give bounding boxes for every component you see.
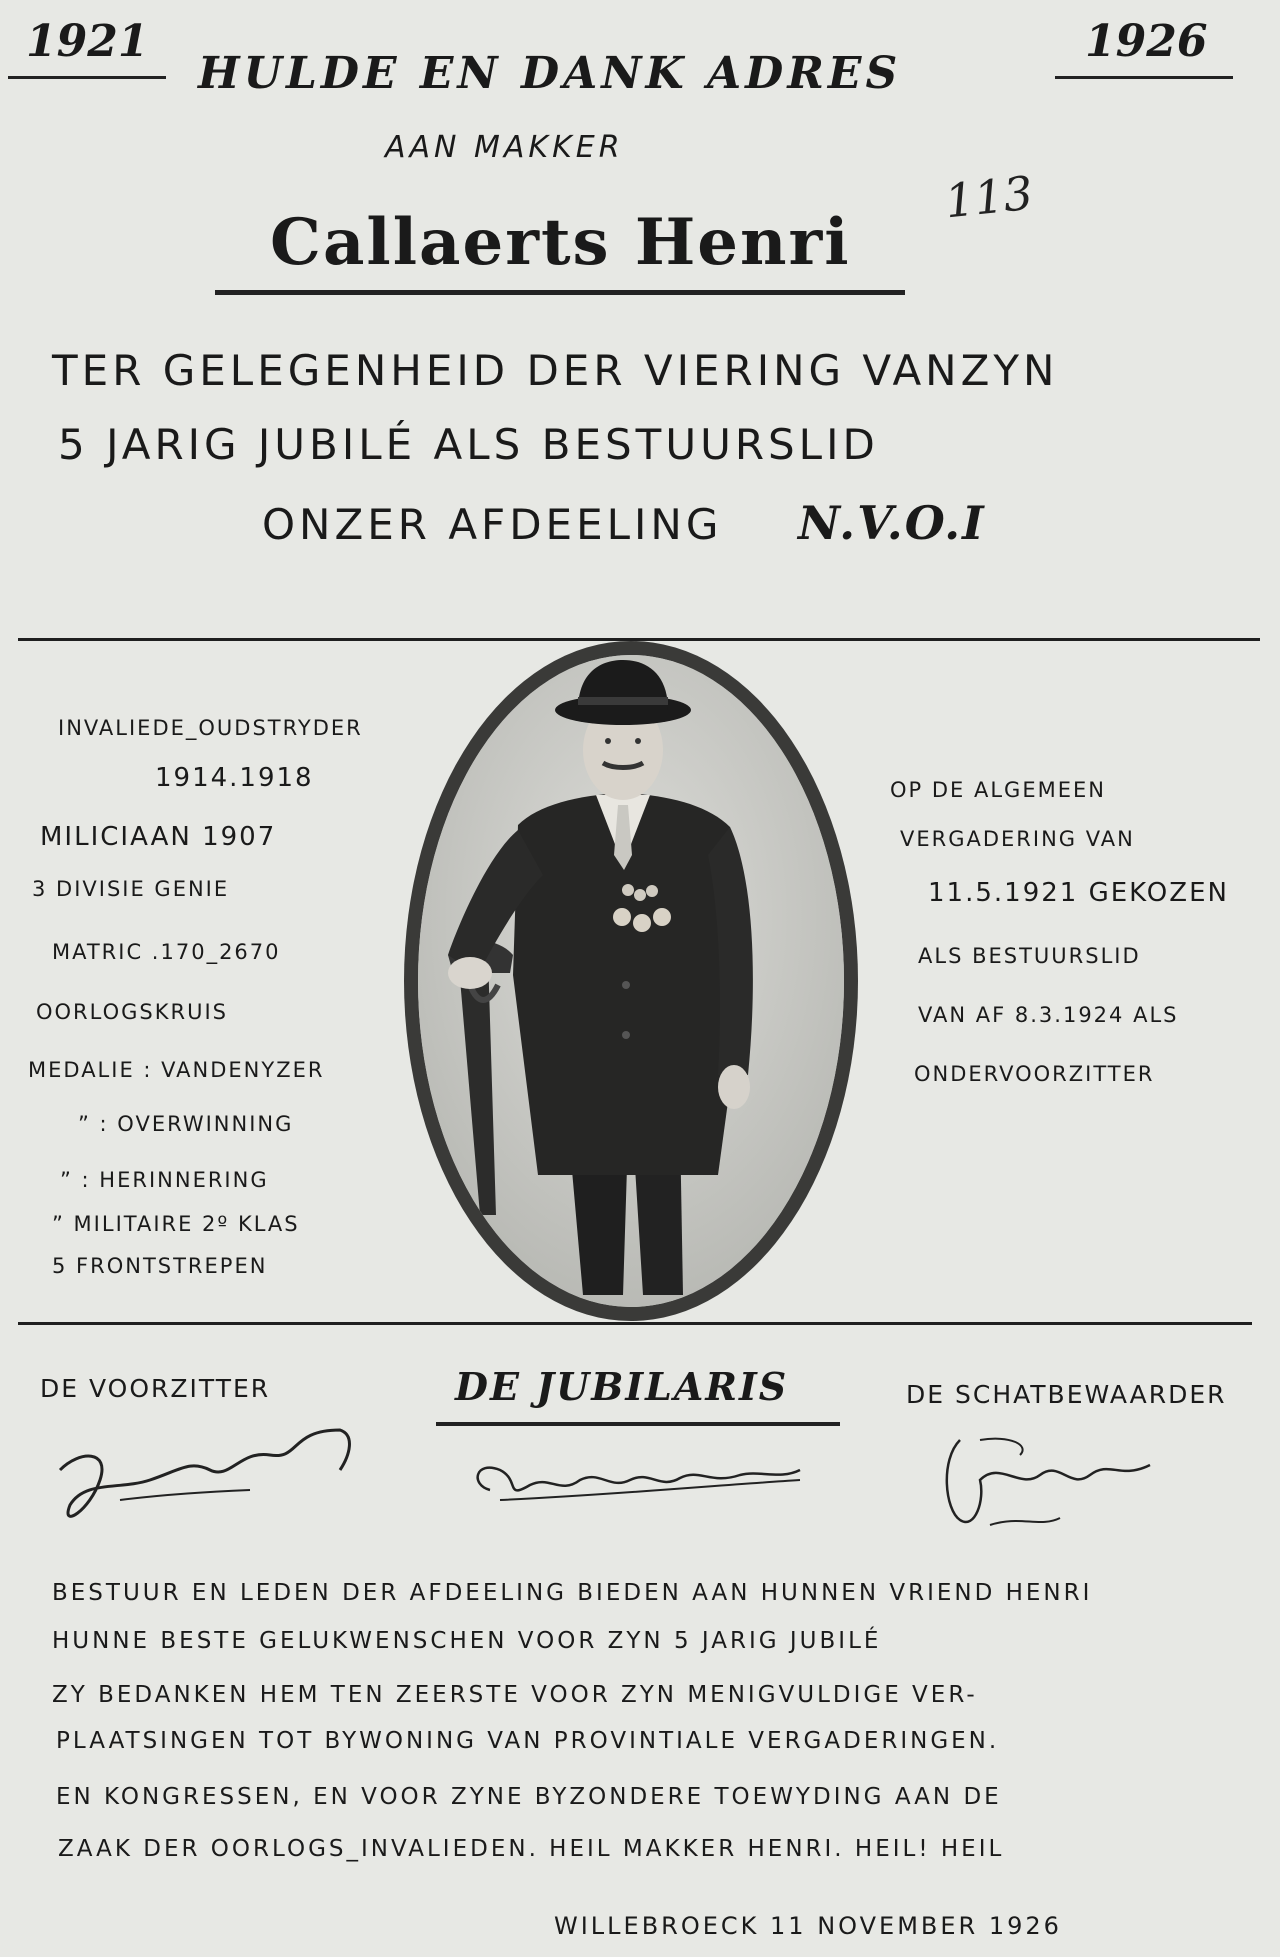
right-line-3: 11.5.1921 GEKOZEN (928, 878, 1229, 908)
document-title: HULDE EN DANK ADRES (198, 48, 902, 99)
right-line-2: VERGADERING VAN (900, 827, 1135, 851)
message-line-3: ZY BEDANKEN HEM TEN ZEERSTE VOOR ZYN MENIGVULDIGE VER- (52, 1682, 978, 1708)
message-line-4: PLAATSINGEN TOT BYWONING VAN PROVINTIALE VERGADERINGEN. (56, 1728, 1000, 1754)
message-line-2: HUNNE BESTE GELUKWENSCHEN VOOR ZYN 5 JARIG JUBILÉ (52, 1628, 882, 1654)
jubilaris-label: DE JUBILARIS (455, 1364, 789, 1409)
register-mark: 113 (942, 165, 1036, 229)
occasion-line-1: TER GELEGENHEID DER VIERING VANZYN (52, 346, 1059, 395)
left-line-6: OORLOGSKRUIS (36, 1000, 228, 1024)
right-line-1: OP DE ALGEMEEN (890, 778, 1106, 802)
right-line-4: ALS BESTUURSLID (918, 944, 1141, 968)
left-line-3: MILICIAAN 1907 (40, 822, 277, 852)
left-line-7: MEDALIE : VANDENYZER (28, 1058, 325, 1082)
place-date: WILLEBROECK 11 NOVEMBER 1926 (554, 1912, 1062, 1940)
occasion-line-3: ONZER AFDEELING (262, 500, 723, 549)
left-line-5: MATRIC .170_2670 (52, 940, 281, 964)
year-start: 1921 (26, 16, 149, 67)
message-line-6: ZAAK DER OORLOGS_INVALIEDEN. HEIL MAKKER HENRI. HEIL! HEIL (58, 1836, 1005, 1862)
portrait-figure (418, 655, 844, 1307)
organization-name: N.V.O.I (798, 496, 986, 550)
year-start-underline (8, 76, 166, 79)
message-line-1: BESTUUR EN LEDEN DER AFDEELING BIEDEN AAN HUNNEN VRIEND HENRI (52, 1580, 1093, 1606)
honoree-name: Callaerts Henri (270, 205, 851, 280)
divider-bottom (18, 1322, 1252, 1325)
jubilaris-underline (436, 1422, 840, 1426)
occasion-line-2: 5 JARIG JUBILÉ ALS BESTUURSLID (58, 420, 879, 469)
right-line-6: ONDERVOORZITTER (914, 1062, 1155, 1086)
left-line-8: ” : OVERWINNING (78, 1112, 294, 1136)
left-line-11: 5 FRONTSTREPEN (52, 1254, 268, 1278)
portrait-frame (404, 641, 858, 1321)
message-line-5: EN KONGRESSEN, EN VOOR ZYNE BYZONDERE TOEWYDING AAN DE (56, 1784, 1002, 1810)
left-line-1: INVALIEDE_OUDSTRYDER (58, 716, 363, 740)
chairman-signature (40, 1410, 370, 1540)
treasurer-label: DE SCHATBEWAARDER (906, 1380, 1227, 1409)
left-line-4: 3 DIVISIE GENIE (32, 877, 230, 901)
right-line-5: VAN AF 8.3.1924 ALS (918, 1003, 1179, 1027)
name-underline (215, 290, 905, 295)
year-end: 1926 (1085, 16, 1208, 67)
chairman-label: DE VOORZITTER (40, 1374, 271, 1403)
left-line-9: ” : HERINNERING (60, 1168, 269, 1192)
left-line-10: ” MILITAIRE 2º KLAS (52, 1212, 300, 1236)
treasurer-signature (930, 1420, 1190, 1540)
jubilaris-signature (460, 1440, 820, 1530)
portrait-photo (418, 655, 844, 1307)
left-line-2: 1914.1918 (155, 763, 314, 793)
year-end-underline (1055, 76, 1233, 79)
addressee-line: AAN MAKKER (385, 130, 624, 165)
